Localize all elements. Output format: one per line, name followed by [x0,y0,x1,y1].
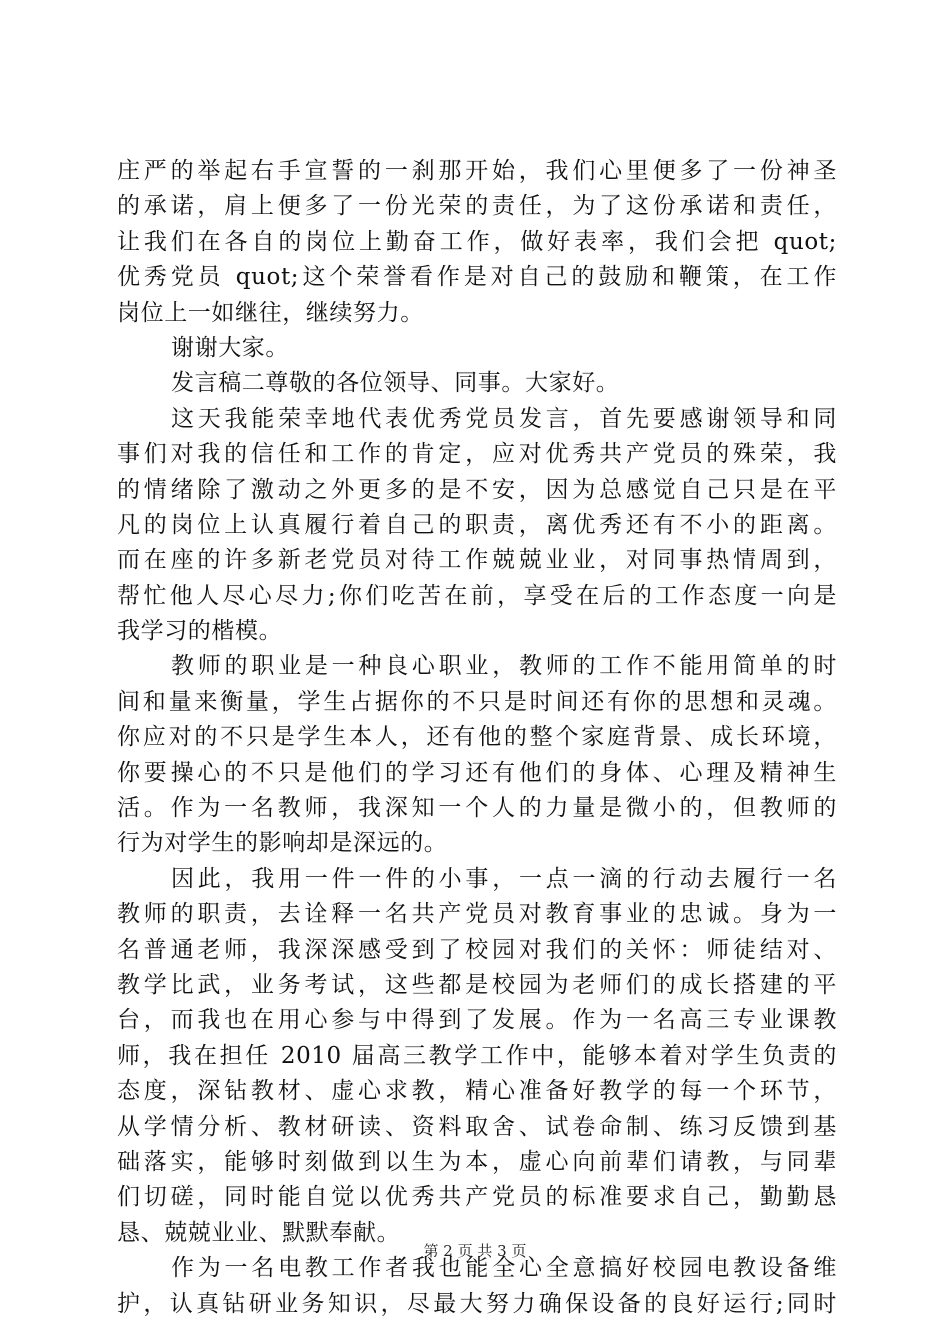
page-footer: 第 2 页 共 3 页 [423,1242,527,1260]
text-line: 护，认真钻研业务知识，尽最大努力确保设备的良好运行;同时 [117,1290,837,1317]
text-line: 岗位上一如继往，继续努力。 [117,299,424,326]
text-line: 态度，深钻教材、虚心求教，精心准备好教学的每一个环节， [117,1078,837,1105]
text-line: 的情绪除了激动之外更多的是不安，因为总感觉自己只是在平 [117,476,837,503]
text-line: 名普通老师，我深深感受到了校园对我们的关怀：师徒结对、 [117,936,837,963]
text-line: 你应对的不只是学生本人，还有他的整个家庭背景、成长环境， [117,724,837,751]
text-line: 教师的职责，去诠释一名共产党员对教育事业的忠诚。身为一 [117,901,837,928]
text-line: 凡的岗位上认真履行着自己的职责，离优秀还有不小的距离。 [117,511,837,538]
text-line: 让我们在各自的岗位上勤奋工作，做好表率，我们会把 quot; [117,228,837,255]
text-line: 谢谢大家。 [171,334,289,361]
text-line: 教学比武，业务考试，这些都是校园为老师们的成长搭建的平 [117,971,837,998]
text-line: 我学习的楷模。 [117,618,283,645]
text-line: 发言稿二尊敬的各位领导、同事。大家好。 [171,370,620,397]
document-body [117,154,837,1322]
text-line: 的承诺，肩上便多了一份光荣的责任，为了这份承诺和责任， [117,193,837,220]
text-line: 从学情分析、教材研读、资料取舍、试卷命制、练习反馈到基 [117,1113,837,1140]
text-line: 间和量来衡量，学生占据你的不只是时间还有你的思想和灵魂。 [117,688,837,715]
text-line: 恳、兢兢业业、默默奉献。 [117,1219,401,1246]
text-line: 这天我能荣幸地代表优秀党员发言，首先要感谢领导和同 [171,405,837,432]
text-line: 作为一名电教工作者我也能全心全意搞好校园电教设备维 [171,1255,837,1282]
text-line: 础落实，能够时刻做到以生为本，虚心向前辈们请教，与同辈 [117,1148,837,1175]
text-line: 因此，我用一件一件的小事，一点一滴的行动去履行一名 [171,865,837,892]
text-line: 活。作为一名教师，我深知一个人的力量是微小的，但教师的 [117,795,837,822]
text-line: 事们对我的信任和工作的肯定，应对优秀共产党员的殊荣，我 [117,441,837,468]
text-line: 师，我在担任 2010 届高三教学工作中，能够本着对学生负责的 [117,1042,837,1069]
text-line: 你要操心的不只是他们的学习还有他们的身体、心理及精神生 [117,759,837,786]
text-line: 台，而我也在用心参与中得到了发展。作为一名高三专业课教 [117,1007,837,1034]
text-line: 们切磋，同时能自觉以优秀共产党员的标准要求自己，勤勤恳 [117,1184,837,1211]
text-line: 庄严的举起右手宣誓的一刹那开始，我们心里便多了一份神圣 [117,158,837,184]
text-line: 帮忙他人尽心尽力;你们吃苦在前，享受在后的工作态度一向是 [117,582,837,609]
text-line: 行为对学生的影响却是深远的。 [117,830,448,857]
text-line: 优秀党员 quot;这个荣誉看作是对自己的鼓励和鞭策，在工作 [117,264,837,291]
text-line: 教师的职业是一种良心职业，教师的工作不能用简单的时 [171,653,837,680]
text-line: 而在座的许多新老党员对待工作兢兢业业，对同事热情周到， [117,547,837,574]
